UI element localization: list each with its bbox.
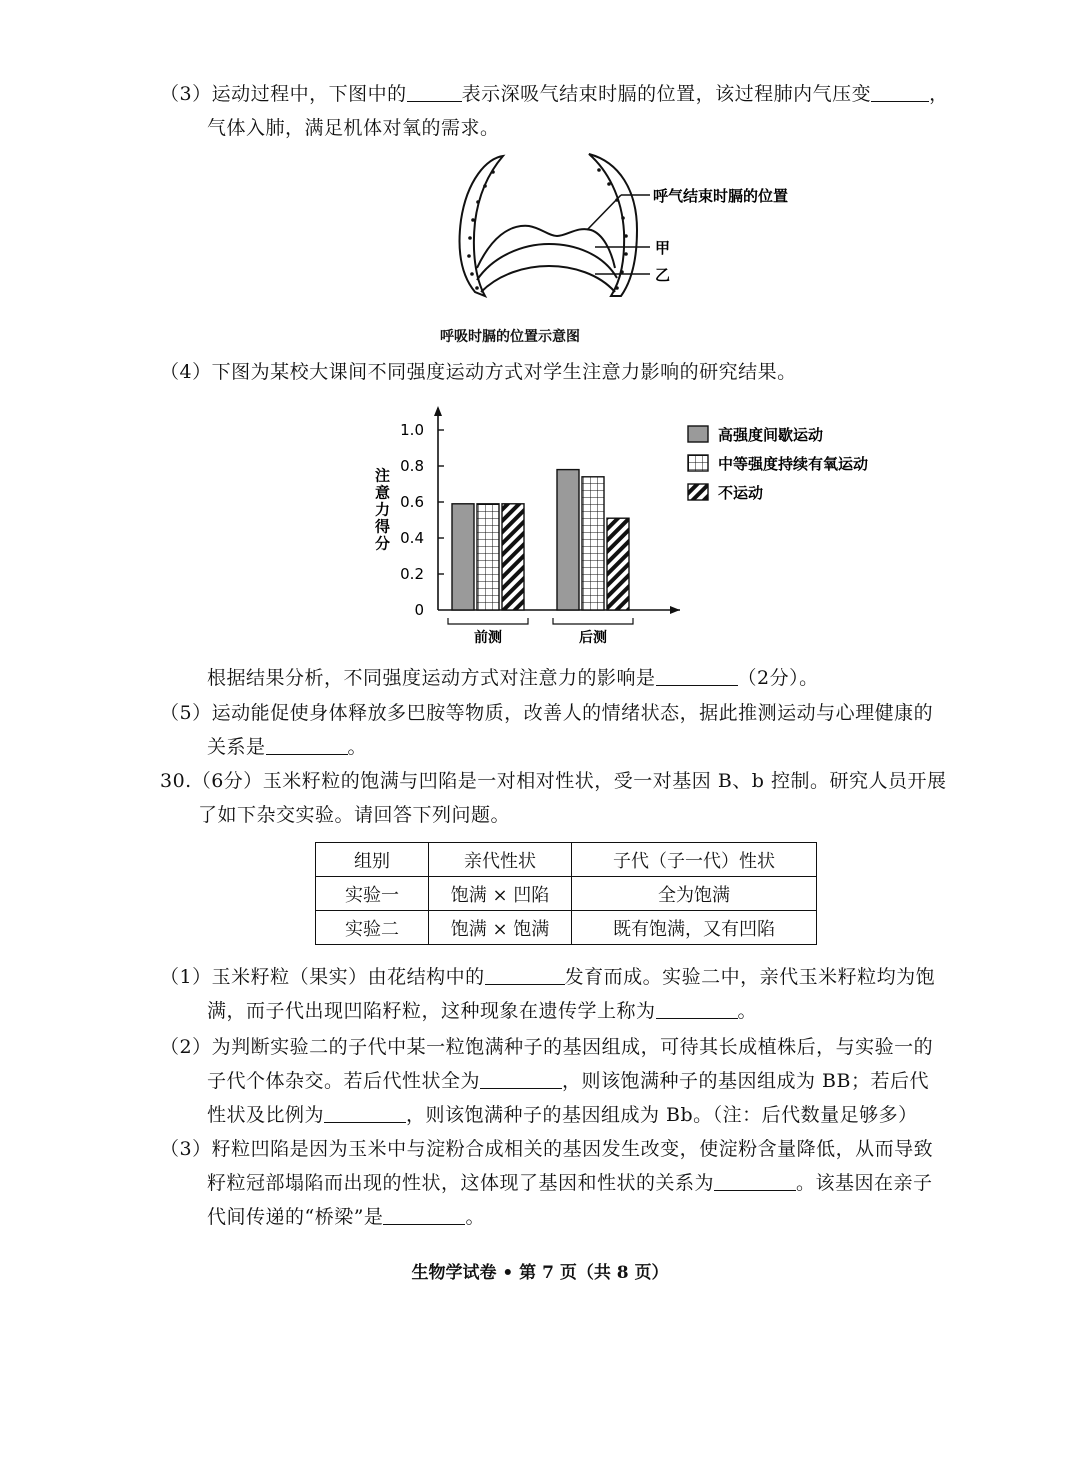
diagram-caption: 呼吸时膈的位置示意图 xyxy=(440,329,580,345)
table-header: 组别 xyxy=(316,843,429,877)
q3-line-1: （3）运动过程中，下图中的 表示深吸气结束时膈的位置，该过程肺内气压变 ， xyxy=(160,83,949,105)
q4-analysis: 根据结果分析，不同强度运动方式对注意力的影响是 （2分）。 xyxy=(207,667,819,689)
bar xyxy=(582,477,604,610)
answer-blank[interactable] xyxy=(485,964,565,985)
q3-line-2: 气体入肺，满足机体对氧的需求。 xyxy=(207,117,500,139)
q30-sub2-line-3: 性状及比例为 ，则该饱满种子的基因组成为 Bb。（注：后代数量足够多） xyxy=(207,1104,918,1126)
y-tick-label: 1.0 xyxy=(400,421,424,439)
q30-sub1-line-1: （1）玉米籽粒（果实）由花结构中的 发育而成。实验二中，亲代玉米籽粒均为饱 xyxy=(160,966,936,988)
chart-bars xyxy=(452,470,629,610)
chart-legend xyxy=(688,426,868,502)
bar xyxy=(607,518,629,610)
attention-bar-chart xyxy=(360,400,920,660)
answer-blank[interactable] xyxy=(407,81,462,102)
q30-sub3-line-3: 代间传递的“桥梁”是 。 xyxy=(207,1206,485,1228)
page-footer: 生物学试卷 • 第 7 页（共 8 页） xyxy=(411,1263,669,1283)
q5-line-2: 关系是 。 xyxy=(207,736,368,758)
label-yi: 乙 xyxy=(655,266,671,284)
q30-line-2: 了如下杂交实验。请回答下列问题。 xyxy=(198,804,511,826)
left-rib-dots xyxy=(467,170,495,290)
answer-blank[interactable] xyxy=(871,81,929,102)
table-header-row xyxy=(316,843,817,877)
y-axis-arrow xyxy=(434,406,442,416)
table-header: 子代（子一代）性状 xyxy=(572,843,817,877)
category-bracket xyxy=(553,618,633,624)
answer-blank[interactable] xyxy=(714,1170,796,1191)
q30-line-1: 30.（6分）玉米籽粒的饱满与凹陷是一对相对性状，受一对基因 B、b 控制。研究人员开展 xyxy=(160,770,947,792)
legend-entry: 不运动 xyxy=(718,484,764,502)
x-tick-label: 后测 xyxy=(579,630,607,646)
legend-swatch xyxy=(688,455,708,471)
legend-entry: 高强度间歇运动 xyxy=(718,426,824,444)
table-cell: 实验二 xyxy=(316,911,429,945)
q4-text: （4）下图为某校大课间不同强度运动方式对学生注意力影响的研究结果。 xyxy=(160,361,797,383)
answer-blank[interactable] xyxy=(656,665,738,686)
table-cell: 既有饱满，又有凹陷 xyxy=(572,911,817,945)
y-tick-label: 0.4 xyxy=(400,529,424,547)
answer-blank[interactable] xyxy=(383,1204,465,1225)
answer-blank[interactable] xyxy=(656,998,738,1019)
chart-axes xyxy=(373,406,680,646)
answer-blank[interactable] xyxy=(266,734,348,755)
q30-sub2-line-2: 子代个体杂交。若后代性状全为 ，则该饱满种子的基因组成为 BB；若后代 xyxy=(207,1070,929,1092)
table-header: 亲代性状 xyxy=(429,843,572,877)
cross-experiment-table xyxy=(315,842,817,945)
q30-sub1-line-2: 满，而子代出现凹陷籽粒，这种现象在遗传学上称为 。 xyxy=(207,1000,758,1022)
bar xyxy=(477,504,499,610)
diaphragm-diagram xyxy=(445,150,835,320)
table-cell: 饱满 × 饱满 xyxy=(429,911,572,945)
bar xyxy=(502,504,524,610)
bar xyxy=(557,470,579,610)
table-cell: 实验一 xyxy=(316,877,429,911)
q5-line-1: （5）运动能促使身体释放多巴胺等物质，改善人的情绪状态，据此推测运动与心理健康的 xyxy=(160,702,934,724)
legend-swatch xyxy=(688,484,708,500)
y-tick-label: 0 xyxy=(414,601,424,619)
diaphragm-exhale-curve xyxy=(477,226,615,268)
label-exhale-end: 呼气结束时膈的位置 xyxy=(653,187,789,205)
table-row xyxy=(316,911,817,945)
q30-sub2-line-1: （2）为判断实验二的子代中某一粒饱满种子的基因组成，可待其长成植株后，与实验一的 xyxy=(160,1036,934,1058)
table-row xyxy=(316,877,817,911)
category-bracket xyxy=(448,618,528,624)
y-axis-label: 注意力得分 xyxy=(373,467,391,553)
q30-sub3-line-2: 籽粒冠部塌陷而出现的性状，这体现了基因和性状的关系为 。该基因在亲子 xyxy=(207,1172,933,1194)
bar xyxy=(452,504,474,610)
legend-swatch xyxy=(688,426,708,442)
q30-sub3-line-1: （3）籽粒凹陷是因为玉米中与淀粉合成相关的基因发生改变，使淀粉含量降低，从而导致 xyxy=(160,1138,934,1160)
y-tick-label: 0.6 xyxy=(400,493,424,511)
table-cell: 全为饱满 xyxy=(572,877,817,911)
legend-entry: 中等强度持续有氧运动 xyxy=(718,455,869,473)
y-tick-label: 0.8 xyxy=(400,457,424,475)
x-axis-arrow xyxy=(670,606,680,614)
table-cell: 饱满 × 凹陷 xyxy=(429,877,572,911)
y-tick-label: 0.2 xyxy=(400,565,424,583)
x-tick-label: 前测 xyxy=(474,630,502,646)
answer-blank[interactable] xyxy=(324,1102,406,1123)
label-jia: 甲 xyxy=(655,239,671,257)
answer-blank[interactable] xyxy=(480,1068,562,1089)
